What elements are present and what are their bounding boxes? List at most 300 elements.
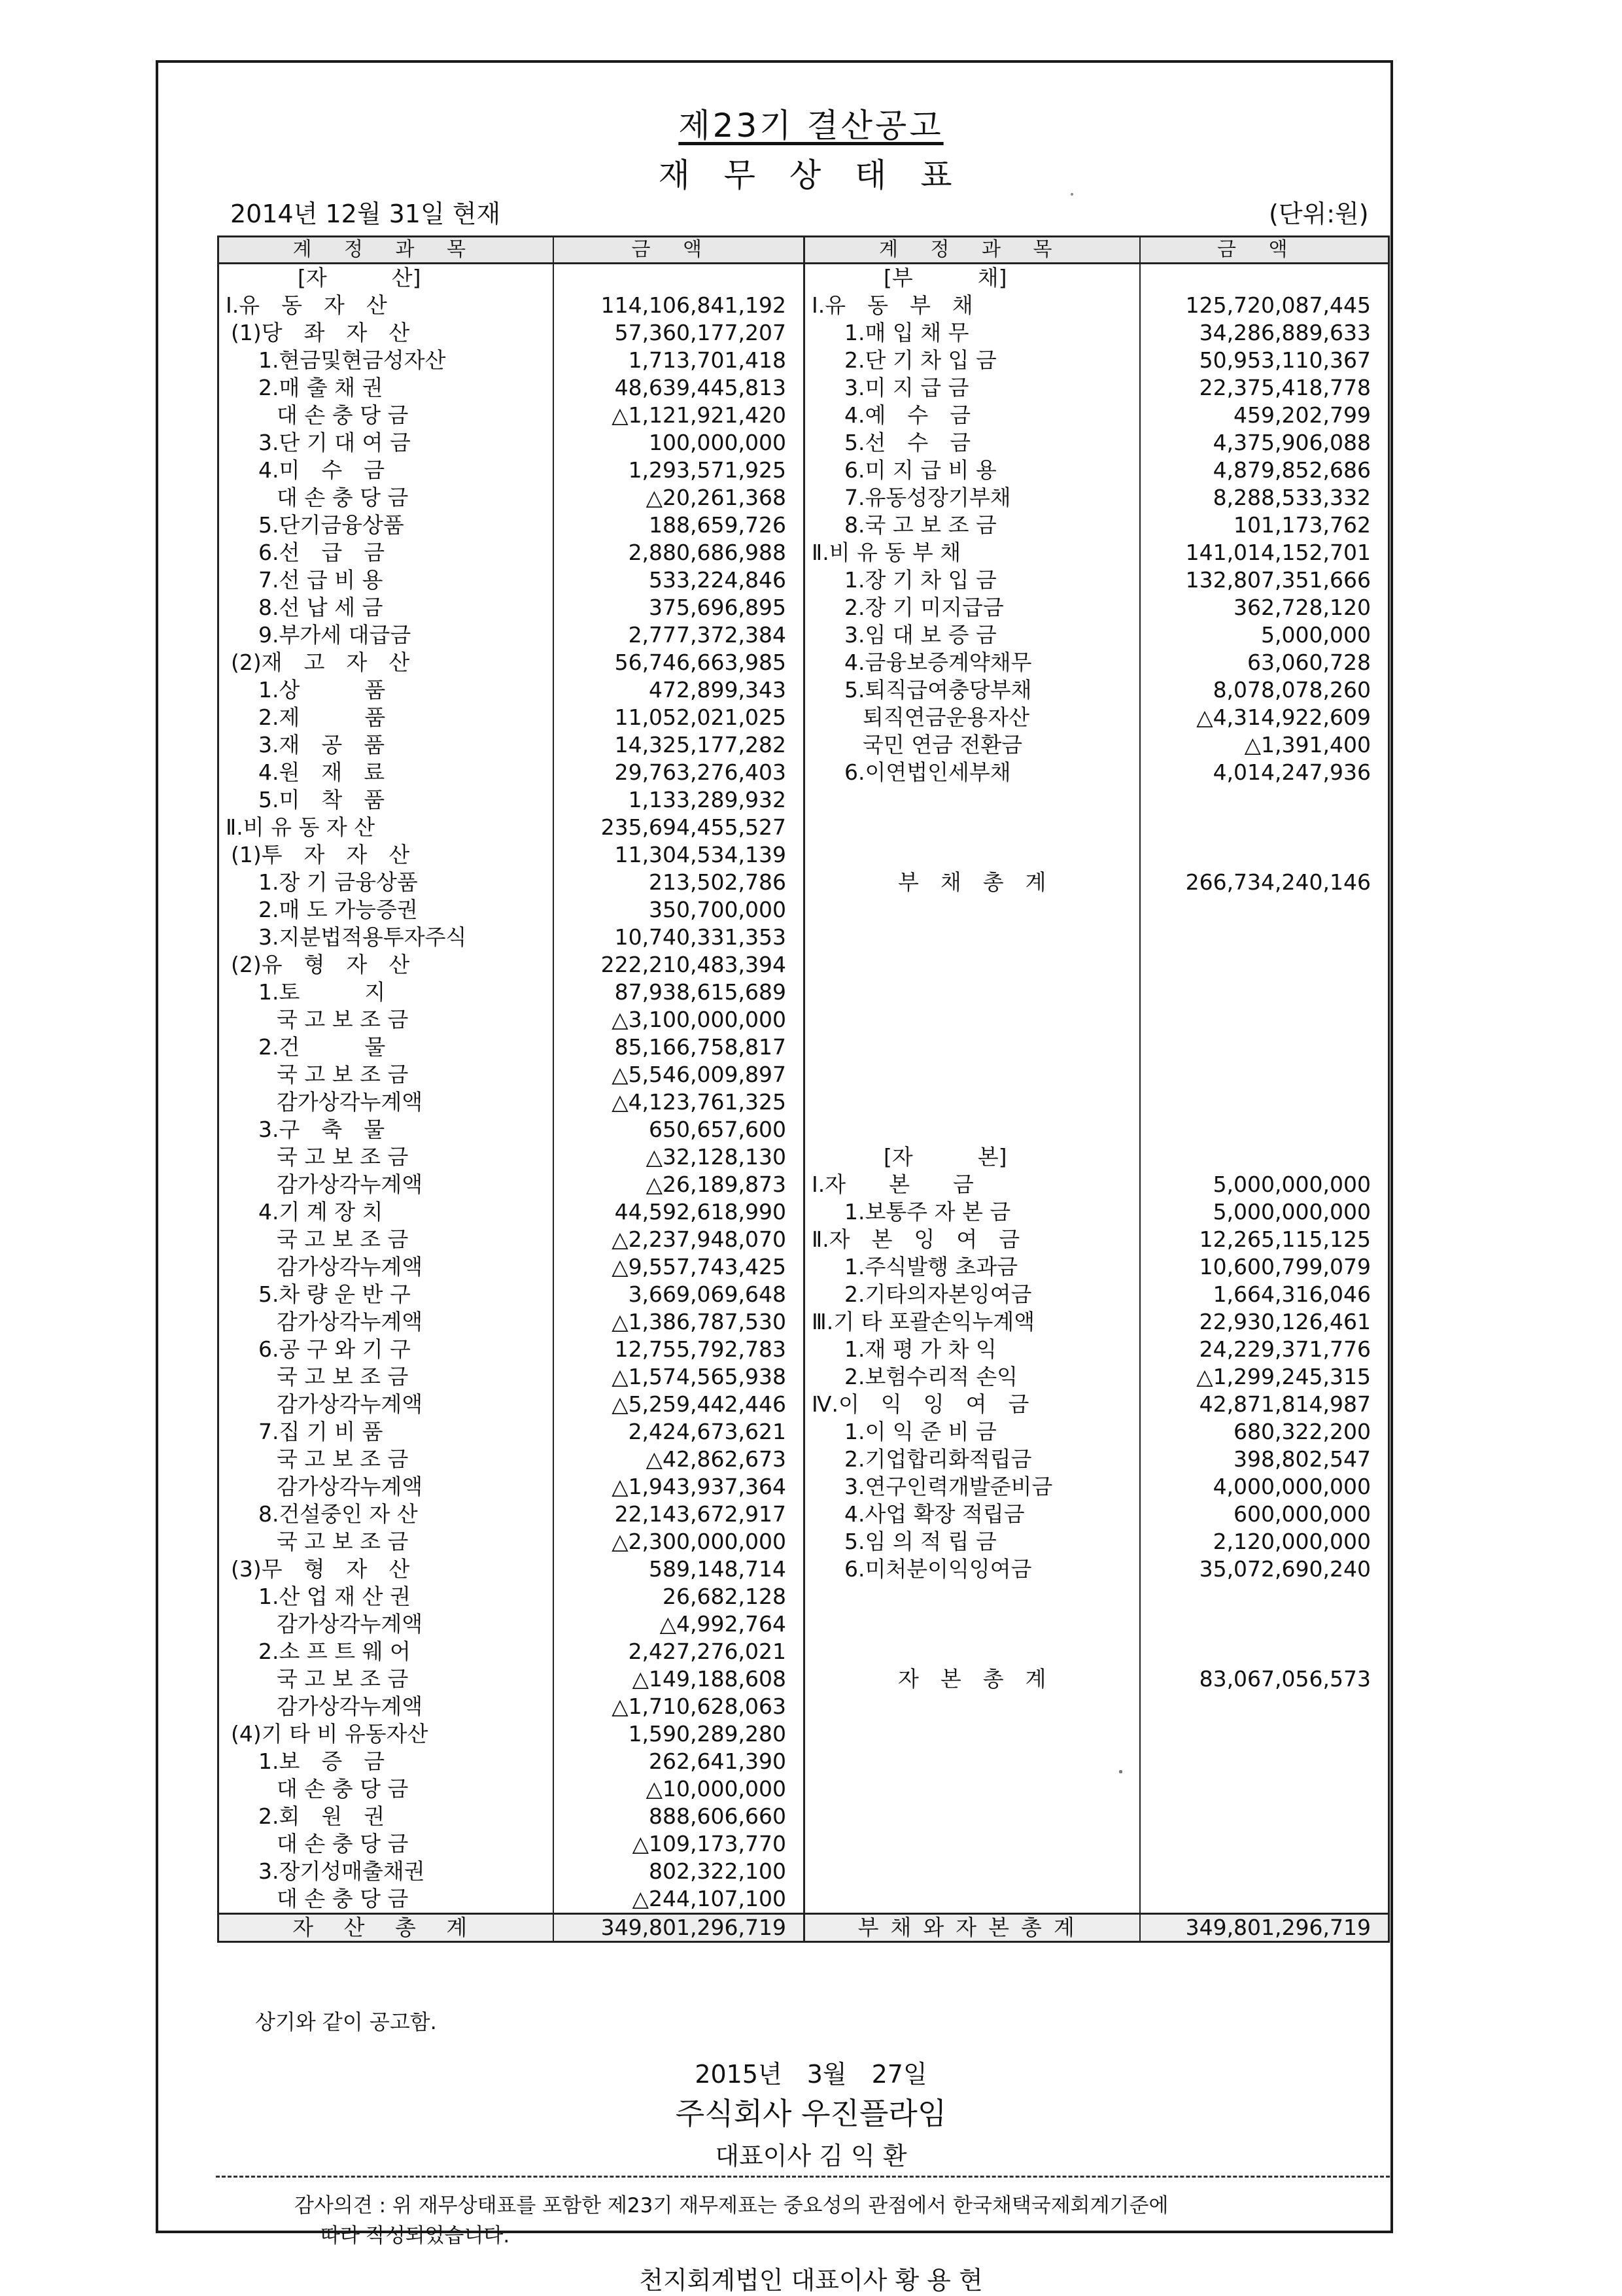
asset-amount: 888,606,660: [553, 1803, 804, 1830]
asset-amount: 114,106,841,192: [553, 292, 804, 319]
table-row: [218, 1473, 1389, 1501]
table-row: [218, 1336, 1389, 1363]
table-row: [218, 319, 1389, 347]
asset-account: 대 손 충 당 금: [218, 1830, 553, 1858]
scan-speck: [1119, 1770, 1122, 1773]
liability-equity-account: 8.국 고 보 조 금: [804, 512, 1140, 539]
liability-equity-account: 1.이 익 준 비 금: [804, 1418, 1140, 1446]
asset-account: 3.지분법적용투자주식: [218, 924, 553, 951]
liability-equity-amount: [1140, 1638, 1389, 1665]
table-row: [218, 676, 1389, 704]
asset-account: 국 고 보 조 금: [218, 1006, 553, 1034]
asset-account: 8.선 납 세 금: [218, 594, 553, 621]
asset-account: Ⅱ.비 유 동 자 산: [218, 814, 553, 841]
liability-equity-account: [804, 1583, 1140, 1610]
asset-amount: 2,427,276,021: [553, 1638, 804, 1665]
asset-amount: △5,546,009,897: [553, 1061, 804, 1088]
table-row: [218, 1803, 1389, 1830]
asset-account: 감가상각누계액: [218, 1391, 553, 1418]
asset-account: 1.장 기 금융상품: [218, 869, 553, 896]
asset-account: (2)유 형 자 산: [218, 951, 553, 979]
asset-amount: 1,133,289,932: [553, 786, 804, 814]
table-row: [218, 1665, 1389, 1693]
table-row: [218, 512, 1389, 539]
asset-amount: △244,107,100: [553, 1885, 804, 1914]
asset-amount: △3,100,000,000: [553, 1006, 804, 1034]
asset-account: 6.공 구 와 기 구: [218, 1336, 553, 1363]
liability-equity-account: Ⅱ.자 본 잉 여 금: [804, 1226, 1140, 1253]
table-row: [218, 1446, 1389, 1473]
liability-equity-account: [804, 841, 1140, 869]
liability-equity-amount: 4,000,000,000: [1140, 1473, 1389, 1501]
asset-amount: 14,325,177,282: [553, 731, 804, 759]
asset-account: [자 산]: [218, 264, 553, 292]
asset-account: 2.매 출 채 권: [218, 374, 553, 402]
table-row: [218, 786, 1389, 814]
asset-account: 1.현금및현금성자산: [218, 347, 553, 374]
liability-equity-amount: 2,120,000,000: [1140, 1528, 1389, 1556]
asset-amount: △26,189,873: [553, 1171, 804, 1198]
liability-equity-amount: 63,060,728: [1140, 649, 1389, 676]
liability-equity-account: [804, 786, 1140, 814]
asset-amount: 533,224,846: [553, 566, 804, 594]
liability-equity-amount: △1,391,400: [1140, 731, 1389, 759]
liability-equity-amount: [1140, 1143, 1389, 1171]
asset-amount: 85,166,758,817: [553, 1034, 804, 1061]
table-row: [218, 1391, 1389, 1418]
liability-equity-account: 2.단 기 차 입 금: [804, 347, 1140, 374]
asset-amount: 57,360,177,207: [553, 319, 804, 347]
asset-amount: 589,148,714: [553, 1556, 804, 1583]
liability-equity-amount: [1140, 1885, 1389, 1914]
table-row: [218, 1583, 1389, 1610]
totals-row: [218, 1914, 1389, 1942]
asset-amount: 350,700,000: [553, 896, 804, 924]
asset-account: 4.기 계 장 치: [218, 1198, 553, 1226]
liability-equity-amount: 12,265,115,125: [1140, 1226, 1389, 1253]
total-liab-equity-label: 부채와자본총계: [804, 1914, 1140, 1942]
asset-amount: △10,000,000: [553, 1775, 804, 1803]
table-row: [218, 1858, 1389, 1885]
liability-equity-amount: 141,014,152,701: [1140, 539, 1389, 566]
asset-account: 대 손 충 당 금: [218, 484, 553, 512]
asset-account: (2)재 고 자 산: [218, 649, 553, 676]
liability-equity-amount: 600,000,000: [1140, 1501, 1389, 1528]
asset-amount: △4,992,764: [553, 1610, 804, 1638]
liability-equity-amount: 5,000,000,000: [1140, 1171, 1389, 1198]
asset-amount: 26,682,128: [553, 1583, 804, 1610]
asset-amount: △1,574,565,938: [553, 1363, 804, 1391]
asset-account: 국 고 보 조 금: [218, 1226, 553, 1253]
liability-equity-amount: 4,375,906,088: [1140, 429, 1389, 457]
asset-amount: 2,777,372,384: [553, 621, 804, 649]
liability-equity-account: [804, 896, 1140, 924]
asset-account: 2.매 도 가능증권: [218, 896, 553, 924]
asset-amount: △1,386,787,530: [553, 1308, 804, 1336]
liability-equity-account: [자 본]: [804, 1143, 1140, 1171]
liability-equity-amount: [1140, 1720, 1389, 1748]
table-row: [218, 1418, 1389, 1446]
table-row: [218, 1198, 1389, 1226]
table-row: [218, 924, 1389, 951]
liability-equity-account: [804, 951, 1140, 979]
liability-equity-account: [804, 1720, 1140, 1748]
table-row: [218, 1226, 1389, 1253]
asset-amount: 100,000,000: [553, 429, 804, 457]
table-row: [218, 457, 1389, 484]
asset-account: 1.보 증 금: [218, 1748, 553, 1775]
asset-account: 감가상각누계액: [218, 1308, 553, 1336]
asset-amount: △9,557,743,425: [553, 1253, 804, 1281]
liability-equity-amount: [1140, 1610, 1389, 1638]
company-ceo: 대표이사 김 익 환: [715, 2142, 907, 2170]
header-amount: 금 액: [553, 237, 804, 264]
liability-equity-amount: 5,000,000,000: [1140, 1198, 1389, 1226]
asset-amount: 29,763,276,403: [553, 759, 804, 786]
asset-account: 국 고 보 조 금: [218, 1143, 553, 1171]
asset-amount: 1,293,571,925: [553, 457, 804, 484]
table-row: [218, 731, 1389, 759]
asset-amount: △109,173,770: [553, 1830, 804, 1858]
liability-equity-account: Ⅰ.자 본 금: [804, 1171, 1140, 1198]
liability-equity-amount: 1,664,316,046: [1140, 1281, 1389, 1308]
liability-equity-amount: 34,286,889,633: [1140, 319, 1389, 347]
table-row: [218, 759, 1389, 786]
asset-account: 국 고 보 조 금: [218, 1665, 553, 1693]
liability-equity-account: 4.예 수 금: [804, 402, 1140, 429]
auditor-signature: 천지회계법인 대표이사 황 용 현: [639, 2266, 983, 2295]
liability-equity-account: 6.미처분이익잉여금: [804, 1556, 1140, 1583]
liability-equity-amount: [1140, 1775, 1389, 1803]
liability-equity-amount: [1140, 896, 1389, 924]
asset-account: 1.산 업 재 산 권: [218, 1583, 553, 1610]
table-row: [218, 374, 1389, 402]
table-row: [218, 1775, 1389, 1803]
liability-equity-amount: [1140, 1830, 1389, 1858]
table-row: [218, 1748, 1389, 1775]
liability-equity-account: 4.사업 확장 적립금: [804, 1501, 1140, 1528]
asset-amount: △42,862,673: [553, 1446, 804, 1473]
liability-equity-account: 6.이연법인세부채: [804, 759, 1140, 786]
liability-equity-amount: 266,734,240,146: [1140, 869, 1389, 896]
asset-account: 2.제 품: [218, 704, 553, 731]
liability-equity-account: 5.퇴직급여충당부채: [804, 676, 1140, 704]
liability-equity-amount: 50,953,110,367: [1140, 347, 1389, 374]
liability-equity-account: [804, 1006, 1140, 1034]
liability-equity-amount: 22,930,126,461: [1140, 1308, 1389, 1336]
asset-account: 5.차 량 운 반 구: [218, 1281, 553, 1308]
liability-equity-amount: [1140, 1006, 1389, 1034]
asset-account: 2.회 원 권: [218, 1803, 553, 1830]
asset-account: 2.소 프 트 웨 어: [218, 1638, 553, 1665]
asset-amount: 22,143,672,917: [553, 1501, 804, 1528]
asset-amount: 11,052,021,025: [553, 704, 804, 731]
table-row: [218, 1693, 1389, 1720]
liability-equity-amount: [1140, 924, 1389, 951]
liability-equity-account: [부 채]: [804, 264, 1140, 292]
asset-amount: 10,740,331,353: [553, 924, 804, 951]
company-name: 주식회사 우진플라임: [675, 2096, 947, 2131]
total-liab-equity-amount: 349,801,296,719: [1140, 1914, 1389, 1942]
asset-amount: 12,755,792,783: [553, 1336, 804, 1363]
asset-account: 1.토 지: [218, 979, 553, 1006]
liability-equity-amount: △4,314,922,609: [1140, 704, 1389, 731]
scan-speck: [1071, 193, 1073, 196]
liability-equity-account: 국민 연금 전환금: [804, 731, 1140, 759]
liability-equity-account: [804, 1775, 1140, 1803]
audit-opinion-line-1: 감사의견 : 위 재무상태표를 포함한 제23기 재무제표는 중요성의 관점에서 한국채택국제회계기준에: [294, 2194, 1169, 2218]
liability-equity-amount: [1140, 264, 1389, 292]
liability-equity-account: Ⅱ.비 유 동 부 채: [804, 539, 1140, 566]
audit-opinion-line-2: 따라 작성되었습니다.: [320, 2224, 510, 2248]
liability-equity-account: 1.보통주 자 본 금: [804, 1198, 1140, 1226]
liability-equity-account: 2.보험수리적 손익: [804, 1363, 1140, 1391]
table-row: [218, 1830, 1389, 1858]
liability-equity-amount: 101,173,762: [1140, 512, 1389, 539]
asset-amount: 3,669,069,648: [553, 1281, 804, 1308]
liability-equity-account: [804, 1748, 1140, 1775]
table-row: [218, 1363, 1389, 1391]
table-row: [218, 594, 1389, 621]
liability-equity-amount: [1140, 1858, 1389, 1885]
liability-equity-account: [804, 979, 1140, 1006]
asset-account: Ⅰ.유 동 자 산: [218, 292, 553, 319]
liability-equity-account: [804, 1858, 1140, 1885]
liability-equity-account: Ⅰ.유 동 부 채: [804, 292, 1140, 319]
liability-equity-account: 부 채 총 계: [804, 869, 1140, 896]
liability-equity-amount: [1140, 1583, 1389, 1610]
asset-amount: 375,696,895: [553, 594, 804, 621]
table-row: [218, 566, 1389, 594]
liability-equity-amount: [1140, 841, 1389, 869]
liability-equity-amount: [1140, 1034, 1389, 1061]
liability-equity-account: 5.임 의 적 립 금: [804, 1528, 1140, 1556]
asset-amount: 235,694,455,527: [553, 814, 804, 841]
asset-account: 감가상각누계액: [218, 1088, 553, 1116]
asset-account: (1)당 좌 자 산: [218, 319, 553, 347]
table-row: [218, 484, 1389, 512]
asset-amount: △1,710,628,063: [553, 1693, 804, 1720]
asset-account: 감가상각누계액: [218, 1473, 553, 1501]
asset-account: 7.선 급 비 용: [218, 566, 553, 594]
asset-amount: 650,657,600: [553, 1116, 804, 1143]
asset-account: 국 고 보 조 금: [218, 1446, 553, 1473]
liability-equity-amount: [1140, 1803, 1389, 1830]
asset-amount: △1,121,921,420: [553, 402, 804, 429]
table-row: [218, 704, 1389, 731]
total-assets-label: 자 산 총 계: [218, 1914, 553, 1942]
liability-equity-account: 7.유동성장기부채: [804, 484, 1140, 512]
table-row: [218, 1171, 1389, 1198]
liability-equity-amount: 4,879,852,686: [1140, 457, 1389, 484]
asset-amount: 213,502,786: [553, 869, 804, 896]
liability-equity-amount: [1140, 1116, 1389, 1143]
asset-account: 5.단기금융상품: [218, 512, 553, 539]
asset-amount: 87,938,615,689: [553, 979, 804, 1006]
asset-amount: △149,188,608: [553, 1665, 804, 1693]
liability-equity-amount: [1140, 951, 1389, 979]
table-row: [218, 1501, 1389, 1528]
table-row: [218, 814, 1389, 841]
asset-account: 감가상각누계액: [218, 1610, 553, 1638]
statement-title: 재 무 상 태 표: [658, 156, 964, 194]
liability-equity-account: 5.선 수 금: [804, 429, 1140, 457]
asset-account: 4.원 재 료: [218, 759, 553, 786]
table-row: [218, 621, 1389, 649]
liability-equity-amount: 8,288,533,332: [1140, 484, 1389, 512]
liability-equity-amount: [1140, 1693, 1389, 1720]
asset-amount: 44,592,618,990: [553, 1198, 804, 1226]
liability-equity-amount: 5,000,000: [1140, 621, 1389, 649]
liability-equity-account: 2.장 기 미지급금: [804, 594, 1140, 621]
asset-amount: 472,899,343: [553, 676, 804, 704]
asset-amount: 56,746,663,985: [553, 649, 804, 676]
liability-equity-account: 2.기업합리화적립금: [804, 1446, 1140, 1473]
liability-equity-account: 자 본 총 계: [804, 1665, 1140, 1693]
asset-account: 4.미 수 금: [218, 457, 553, 484]
liability-equity-amount: 10,600,799,079: [1140, 1253, 1389, 1281]
liability-equity-amount: 42,871,814,987: [1140, 1391, 1389, 1418]
table-row: [218, 649, 1389, 676]
dashed-divider: [216, 2176, 1390, 2178]
liability-equity-account: [804, 1638, 1140, 1665]
liability-equity-account: [804, 814, 1140, 841]
asset-amount: 802,322,100: [553, 1858, 804, 1885]
as-of-date: 2014년 12월 31일 현재: [230, 200, 501, 228]
asset-account: 6.선 급 금: [218, 539, 553, 566]
asset-amount: 11,304,534,139: [553, 841, 804, 869]
asset-amount: 1,713,701,418: [553, 347, 804, 374]
table-row: [218, 1061, 1389, 1088]
asset-account: 국 고 보 조 금: [218, 1061, 553, 1088]
asset-amount: 2,880,686,988: [553, 539, 804, 566]
table-row: [218, 1034, 1389, 1061]
table-row: [218, 1720, 1389, 1748]
table-row: [218, 347, 1389, 374]
liability-equity-account: 2.기타의자본잉여금: [804, 1281, 1140, 1308]
notice-statement: 상기와 같이 공고함.: [255, 2009, 437, 2034]
liability-equity-account: [804, 1830, 1140, 1858]
table-row: [218, 1610, 1389, 1638]
liability-equity-amount: 35,072,690,240: [1140, 1556, 1389, 1583]
table-row: [218, 896, 1389, 924]
liability-equity-account: 1.주식발행 초과금: [804, 1253, 1140, 1281]
notice-date: 2015년 3월 27일: [695, 2060, 927, 2089]
liability-equity-amount: 83,067,056,573: [1140, 1665, 1389, 1693]
table-row: [218, 1556, 1389, 1583]
liability-equity-amount: [1140, 1748, 1389, 1775]
liability-equity-amount: [1140, 1088, 1389, 1116]
liability-equity-account: [804, 1803, 1140, 1830]
liability-equity-amount: 398,802,547: [1140, 1446, 1389, 1473]
asset-account: 대 손 충 당 금: [218, 1885, 553, 1914]
liability-equity-account: 3.미 지 급 금: [804, 374, 1140, 402]
liability-equity-amount: [1140, 979, 1389, 1006]
table-header-row: [218, 237, 1389, 264]
asset-account: (4)기 타 비 유동자산: [218, 1720, 553, 1748]
table-row: [218, 1528, 1389, 1556]
asset-amount: △1,943,937,364: [553, 1473, 804, 1501]
liability-equity-account: 4.금융보증계약채무: [804, 649, 1140, 676]
asset-amount: 188,659,726: [553, 512, 804, 539]
asset-amount: 262,641,390: [553, 1748, 804, 1775]
liability-equity-account: Ⅳ.이 익 잉 여 금: [804, 1391, 1140, 1418]
liability-equity-amount: 125,720,087,445: [1140, 292, 1389, 319]
asset-amount: △2,300,000,000: [553, 1528, 804, 1556]
table-row: [218, 1308, 1389, 1336]
header-amount: 금 액: [1140, 237, 1389, 264]
liability-equity-account: [804, 924, 1140, 951]
liability-equity-account: [804, 1610, 1140, 1638]
table-row: [218, 869, 1389, 896]
asset-account: (1)투 자 자 산: [218, 841, 553, 869]
asset-amount: [553, 264, 804, 292]
asset-account: 3.단 기 대 여 금: [218, 429, 553, 457]
asset-account: 국 고 보 조 금: [218, 1528, 553, 1556]
asset-account: 3.재 공 품: [218, 731, 553, 759]
header-account: 계 정 과 목: [804, 237, 1140, 264]
liability-equity-account: 6.미 지 급 비 용: [804, 457, 1140, 484]
header-account: 계 정 과 목: [218, 237, 553, 264]
liability-equity-amount: 24,229,371,776: [1140, 1336, 1389, 1363]
liability-equity-account: [804, 1116, 1140, 1143]
asset-account: 5.미 착 품: [218, 786, 553, 814]
currency-unit: (단위:원): [1269, 200, 1369, 228]
table-row: [218, 1006, 1389, 1034]
liability-equity-amount: 362,728,120: [1140, 594, 1389, 621]
table-row: [218, 539, 1389, 566]
asset-amount: △32,128,130: [553, 1143, 804, 1171]
table-row: [218, 429, 1389, 457]
table-row: [218, 264, 1389, 292]
table-row: [218, 841, 1389, 869]
liability-equity-amount: 132,807,351,666: [1140, 566, 1389, 594]
liability-equity-account: [804, 1693, 1140, 1720]
asset-account: 3.장기성매출채권: [218, 1858, 553, 1885]
asset-account: 8.건설중인 자 산: [218, 1501, 553, 1528]
asset-amount: 48,639,445,813: [553, 374, 804, 402]
table-row: [218, 951, 1389, 979]
liability-equity-account: [804, 1088, 1140, 1116]
table-row: [218, 402, 1389, 429]
table-row: [218, 1143, 1389, 1171]
asset-account: (3)무 형 자 산: [218, 1556, 553, 1583]
asset-account: 감가상각누계액: [218, 1253, 553, 1281]
liability-equity-account: 3.임 대 보 증 금: [804, 621, 1140, 649]
asset-account: 7.집 기 비 품: [218, 1418, 553, 1446]
table-row: [218, 1281, 1389, 1308]
liability-equity-amount: [1140, 786, 1389, 814]
total-assets-amount: 349,801,296,719: [553, 1914, 804, 1942]
table-row: [218, 1088, 1389, 1116]
asset-account: 국 고 보 조 금: [218, 1363, 553, 1391]
asset-amount: △5,259,442,446: [553, 1391, 804, 1418]
liability-equity-amount: △1,299,245,315: [1140, 1363, 1389, 1391]
liability-equity-account: [804, 1885, 1140, 1914]
liability-equity-account: [804, 1061, 1140, 1088]
table-row: [218, 1116, 1389, 1143]
asset-account: 3.구 축 물: [218, 1116, 553, 1143]
notice-title: 제23기 결산공고: [678, 107, 944, 145]
liability-equity-amount: 8,078,078,260: [1140, 676, 1389, 704]
liability-equity-account: 퇴직연금운용자산: [804, 704, 1140, 731]
table-row: [218, 1638, 1389, 1665]
table-row: [218, 1885, 1389, 1914]
asset-account: 2.건 물: [218, 1034, 553, 1061]
asset-account: 9.부가세 대급금: [218, 621, 553, 649]
liability-equity-amount: [1140, 814, 1389, 841]
liability-equity-account: 1.장 기 차 입 금: [804, 566, 1140, 594]
